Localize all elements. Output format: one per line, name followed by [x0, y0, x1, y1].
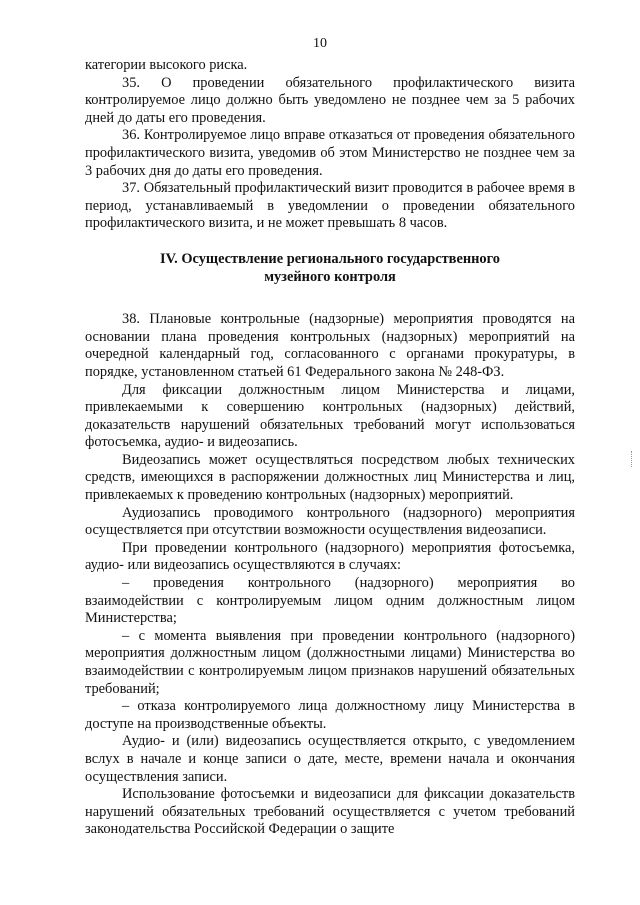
scan-margin-mark — [631, 451, 636, 467]
paragraph-35: 35. О проведении обязательного профилактического визита контролируемое лицо должно быть уведомлено не позднее чем за 5 рабочих дней до даты его проведения. — [85, 74, 575, 126]
list-item-case-2: – с момента выявления при проведении контрольного (надзорного) мероприятия должностным лицом (должностными лицами) Министерства во взаимодействии с контролируемым лицом признаков нарушений обязательных требований; — [85, 627, 575, 697]
paragraph-evidence-fixation: Для фиксации должностным лицом Министерства и лицами, привлекаемыми к совершению контрольных (надзорных) действий, доказательств нарушений обязательных требований могут использоваться фотосъемка, аудио- и видеозапись. — [85, 381, 575, 451]
section-heading-line-2: музейного контроля — [264, 268, 396, 285]
section-heading-line-1: IV. Осуществление регионального государственного — [160, 250, 500, 267]
paragraph-36: 36. Контролируемое лицо вправе отказаться от проведения обязательного профилактического визита, уведомив об этом Министерство не позднее чем за 3 рабочих дня до даты его проведения. — [85, 127, 575, 179]
paragraph-open-recording: Аудио- и (или) видеозапись осуществляется открыто, с уведомлением вслух в начале и конце записи о дате, месте, времени начала и окончания осуществления записи. — [85, 733, 575, 785]
section-heading — [85, 251, 575, 286]
paragraph-38: 38. Плановые контрольные (надзорные) мероприятия проводятся на основании плана проведения контрольных (надзорных) мероприятий на очередной календарный год, согласованного с органами прокуратуры, в порядке, установленном статьей 61 Федерального закона № 248-ФЗ. — [85, 311, 575, 380]
page-number: 10 — [313, 36, 327, 51]
paragraph-audio-recording: Аудиозапись проводимого контрольного (надзорного) мероприятия осуществляется при отсутствии возможности осуществления видеозаписи. — [85, 504, 575, 539]
list-item-case-1: – проведения контрольного (надзорного) мероприятия во взаимодействии с контролируемым лицом одним должностным лицом Министерства; — [85, 575, 575, 627]
paragraph-37: 37. Обязательный профилактический визит проводится в рабочее время в период, устанавливаемый в уведомлении о проведении обязательного профилактического визита, и не может превышать 8 часов. — [85, 180, 575, 232]
paragraph-video-recording: Видеозапись может осуществляться посредством любых технических средств, имеющихся в распоряжении должностных лиц Министерства и лиц, привлекаемых к проведению контрольных (надзорных) мероприятий. — [85, 451, 575, 504]
paragraph-legal-requirements: Использование фотосъемки и видеозаписи для фиксации доказательств нарушений обязательных требований осуществляется с учетом требований законодательства Российской Федерации о защите — [85, 786, 575, 838]
paragraph-recording-cases: При проведении контрольного (надзорного) мероприятия фотосъемка, аудио- или видеозапись осуществляются в случаях: — [85, 539, 575, 574]
document-body — [85, 57, 575, 839]
paragraph-continuation: категории высокого риска. — [85, 57, 248, 73]
list-item-case-3: – отказа контролируемого лица должностному лицу Министерства в доступе на производственные объекты. — [85, 698, 575, 732]
